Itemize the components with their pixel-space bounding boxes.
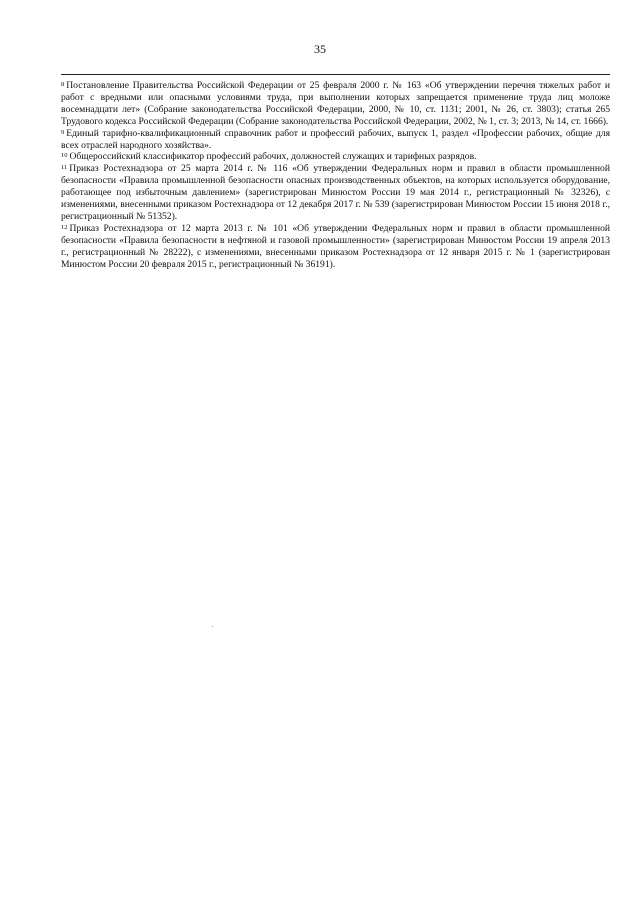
footnote-text: Единый тарифно-квалификационный справочник работ и профессий рабочих, выпуск 1, раздел «Профессии рабочих, общие для всех отраслей народного хозяйства». (61, 127, 610, 151)
footnote-mark: 11 (61, 164, 68, 172)
footnote-separator (61, 74, 610, 75)
footnote-text: Приказ Ростехнадзора от 25 марта 2014 г. № 116 «Об утверждении Федеральных норм и правил в области промышленной безопасности «Правила промышленной безопасности опасных производственных объектов, на которых используется оборудование, работающее под избыточным давлением» (зарегистрирован Минюстом России 19 мая 2014 г., регистрационный № 32326), с изменениями, внесенными приказом Ростехнадзора от 12 декабря 2017 г. № 539 (зарегистрирован Минюстом России 15 июня 2018 г., регистрационный № 51352). (61, 163, 610, 222)
footnote-mark: 12 (61, 223, 68, 231)
footnote-text: Общероссийский классификатор профессий рабочих, должностей служащих и тарифных разрядов. (69, 151, 477, 163)
footnote-8 (61, 80, 610, 128)
scan-speck (212, 626, 213, 627)
footnote-text: Приказ Ростехнадзора от 12 марта 2013 г. № 101 «Об утверждении Федеральных норм и правил в области промышленной безопасности «Правила безопасности в нефтяной и газовой промышленности» (зарегистрирован Минюстом России 19 апреля 2013 г., регистрационный № 28222), с изменениями, внесенными приказом Ростехнадзора от 12 января 2015 г. № 1 (зарегистрирован Минюстом России 20 февраля 2015 г., регистрационный № 36191). (61, 222, 610, 270)
footnote-text: Постановление Правительства Российской Федерации от 25 февраля 2000 г. № 163 «Об утверждении перечня тяжелых работ и работ с вредными или опасными условиями труда, при выполнении которых запрещается применение труда лиц моложе восемнадцати лет» (Собрание законодательства Российской Федерации, 2000, № 10, ст. 1131; 2001, № 26, ст. 3803); статья 265 Трудового кодекса Российской Федерации (Собрание законодательства Российской Федерации, 2002, № 1, ст. 3; 2013, № 14, ст. 1666). (61, 80, 610, 127)
footnote-mark: 10 (61, 152, 68, 160)
footnote-9 (61, 128, 610, 152)
footnote-mark: 8 (61, 81, 65, 88)
page-number: 35 (314, 42, 326, 56)
footnote-10 (61, 151, 610, 163)
footnote-11 (61, 163, 610, 223)
footnote-12 (61, 223, 610, 271)
footnotes-block (61, 80, 610, 271)
footnote-mark: 9 (61, 128, 65, 136)
